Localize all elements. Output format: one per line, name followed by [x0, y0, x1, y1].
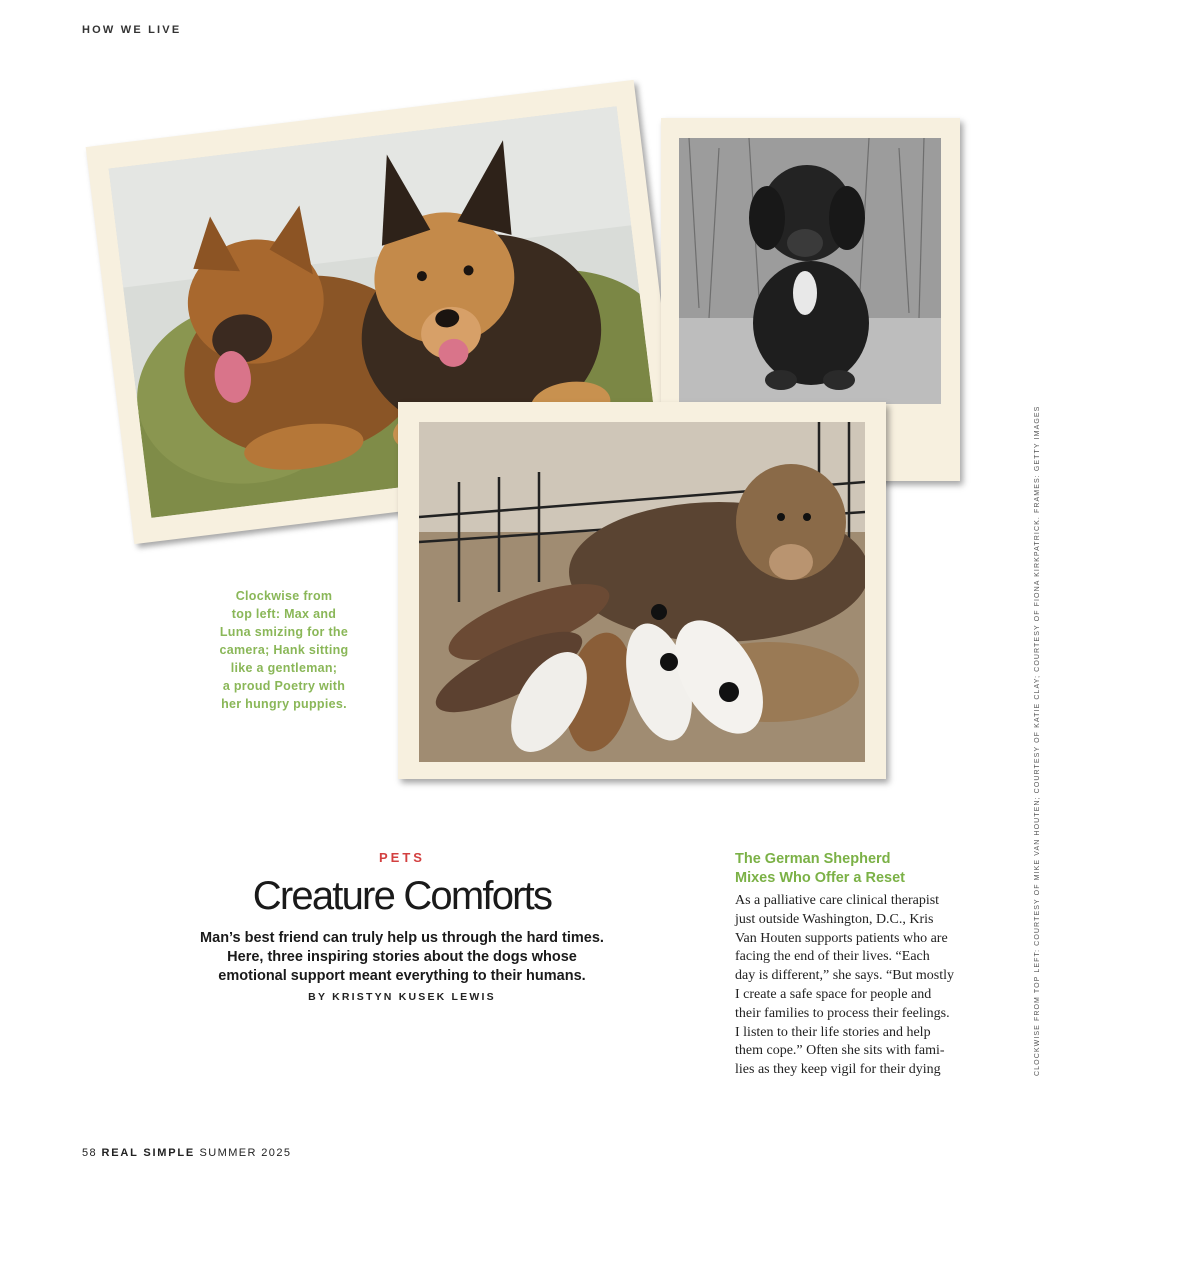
article-title: Creature Comforts	[252, 874, 552, 918]
body-line: lies as they keep vigil for their dying	[735, 1062, 941, 1078]
photo-caption	[202, 587, 366, 713]
story-body	[735, 892, 985, 1080]
body-line: them cope.” Often she sits with fami-	[735, 1043, 945, 1059]
subhead-line: The German Shepherd	[735, 851, 891, 867]
dek-line: Here, three inspiring stories about the dogs whose	[227, 949, 577, 965]
body-line: I listen to their life stories and help	[735, 1024, 931, 1040]
page-footer	[82, 1147, 291, 1159]
dek-line: emotional support meant everything to their humans.	[218, 968, 586, 984]
body-line: their families to process their feelings.	[735, 1005, 950, 1021]
issue-date: SUMMER 2025	[199, 1147, 292, 1159]
caption-line: Clockwise from	[235, 589, 333, 603]
caption-line: like a gentleman;	[230, 661, 338, 675]
photo-frame-poetry	[398, 402, 886, 779]
photo-poetry-and-puppies	[419, 422, 865, 762]
section-kicker: PETS	[379, 850, 425, 865]
caption-line: top left: Max and	[231, 607, 337, 621]
caption-line: Luna smizing for the	[219, 625, 349, 639]
caption-line: her hungry puppies.	[221, 697, 347, 711]
body-line: facing the end of their lives. “Each	[735, 949, 930, 965]
story-subhead	[735, 850, 985, 888]
byline: BY KRISTYN KUSEK LEWIS	[308, 991, 496, 1003]
body-line: day is different,” she says. “But mostly	[735, 968, 955, 984]
section-label: HOW WE LIVE	[82, 24, 182, 36]
photo-credit: CLOCKWISE FROM TOP LEFT: COURTESY OF MIKE VAN HOUTEN; COURTESY OF KATIE CLAY; COURTESY OF FIONA KIRKPATRICK. FRAMES: GETTY IMAGES	[1034, 405, 1041, 1076]
body-line: just outside Washington, D.C., Kris	[735, 911, 934, 927]
caption-line: a proud Poetry with	[222, 679, 346, 693]
article-dek	[186, 929, 618, 986]
body-line: Van Houten supports patients who are	[735, 930, 948, 946]
magazine-name: REAL SIMPLE	[101, 1147, 196, 1159]
page-number: 58	[82, 1147, 98, 1159]
dek-line: Man’s best friend can truly help us through the hard times.	[200, 930, 604, 946]
body-line: As a palliative care clinical therapist	[735, 893, 940, 908]
caption-line: camera; Hank sitting	[219, 643, 349, 657]
body-line: I create a safe space for people and	[735, 986, 932, 1002]
subhead-line: Mixes Who Offer a Reset	[735, 870, 906, 886]
photo-hank	[679, 138, 941, 404]
